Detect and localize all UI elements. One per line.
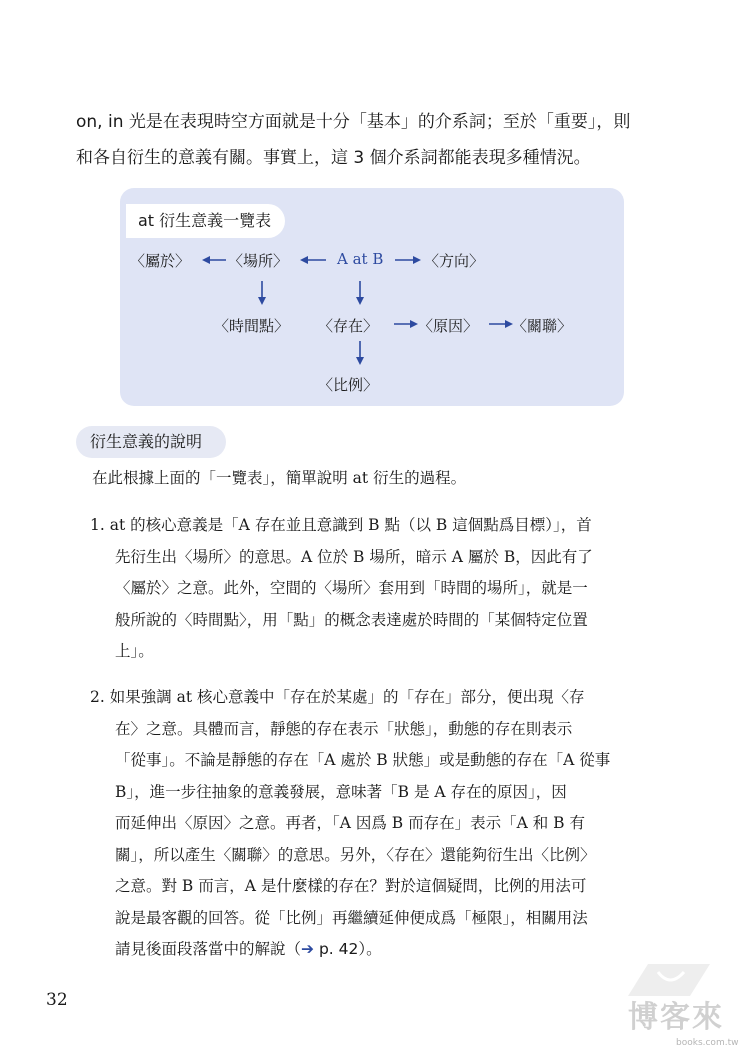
explanation-item-2 bbox=[90, 682, 610, 966]
item-2-line: 2. 如果強調 at 核心意義中「存在於某處」的「存在」部分，便出現〈存 bbox=[90, 688, 585, 706]
item-2-line: 「從事」。不論是靜態的存在「A 處於 B 狀態」或是動態的存在「A 從事 bbox=[115, 751, 611, 769]
intro-line-1: on, in 光是在表現時空方面就是十分「基本」的介系詞；至於「重要」，則 bbox=[76, 112, 631, 132]
node-relation: 〈關聯〉 bbox=[512, 317, 573, 335]
item-1-number: 1. bbox=[90, 516, 105, 534]
node-existence: 〈存在〉 bbox=[318, 317, 379, 335]
node-place: 〈場所〉 bbox=[228, 252, 289, 270]
page-number: 32 bbox=[46, 990, 68, 1010]
node-center: A at B bbox=[337, 250, 384, 268]
page-reference-arrow-icon: ➔ bbox=[301, 940, 315, 958]
item-2-number: 2. bbox=[90, 688, 105, 706]
diagram-title: at 衍生意義一覽表 bbox=[126, 204, 285, 238]
item-2-line: 說是最客觀的回答。從「比例」再繼續延伸便成爲「極限」，相關用法 bbox=[115, 908, 588, 927]
section-lead: 在此根據上面的「一覽表」，簡單說明 at 衍生的過程。 bbox=[92, 469, 467, 487]
node-direction: 〈方向〉 bbox=[424, 252, 485, 270]
item-1-line: 〈屬於〉之意。此外，空間的〈場所〉套用到「時間的場所」，就是一 bbox=[115, 579, 588, 597]
intro-line-2: 和各自衍生的意義有關。事實上，這 3 個介系詞都能表現多種情況。 bbox=[76, 148, 591, 168]
node-cause: 〈原因〉 bbox=[418, 317, 479, 335]
node-belong: 〈屬於〉 bbox=[130, 252, 191, 270]
item-1-line: 般所說的〈時間點〉，用「點」的概念表達處於時間的「某個特定位置 bbox=[115, 610, 588, 629]
item-2-line: 在〉之意。具體而言，靜態的存在表示「狀態」，動態的存在則表示 bbox=[115, 719, 573, 738]
item-1-line: 上」。 bbox=[115, 642, 154, 660]
explanation-item-1 bbox=[90, 510, 593, 668]
intro-paragraph bbox=[76, 104, 686, 176]
item-2-line: 之意。對 B 而言，A 是什麼樣的存在？對於這個疑問，比例的用法可 bbox=[115, 877, 587, 895]
watermark-url: books.com.tw bbox=[676, 1038, 739, 1048]
section-heading: 衍生意義的說明 bbox=[76, 426, 226, 458]
item-1-line: 先衍生出〈場所〉的意思。A 位於 B 場所，暗示 A 屬於 B，因此有了 bbox=[115, 547, 593, 566]
page-reference: p. 42 bbox=[318, 940, 359, 958]
item-2-line: 而延伸出〈原因〉之意。再者，「A 因爲 B 而存在」表示「A 和 B 有 bbox=[115, 814, 585, 832]
item-1-line: 1. at 的核心意義是「A 存在並且意識到 B 點（以 B 這個點爲目標）」，首 bbox=[90, 516, 592, 534]
watermark bbox=[618, 958, 738, 1052]
item-2-line: B」，進一步往抽象的意義發展，意味著「B 是 A 存在的原因」，因 bbox=[115, 782, 567, 801]
node-time-point: 〈時間點〉 bbox=[214, 317, 290, 335]
item-2-line: 請見後面段落當中的解說（➔ p. 42）。 bbox=[115, 940, 382, 958]
item-2-line: 關」，所以產生〈關聯〉的意思。另外，〈存在〉還能夠衍生出〈比例〉 bbox=[115, 845, 596, 864]
node-ratio: 〈比例〉 bbox=[318, 376, 379, 394]
watermark-brand: 博客來 bbox=[628, 1000, 724, 1035]
